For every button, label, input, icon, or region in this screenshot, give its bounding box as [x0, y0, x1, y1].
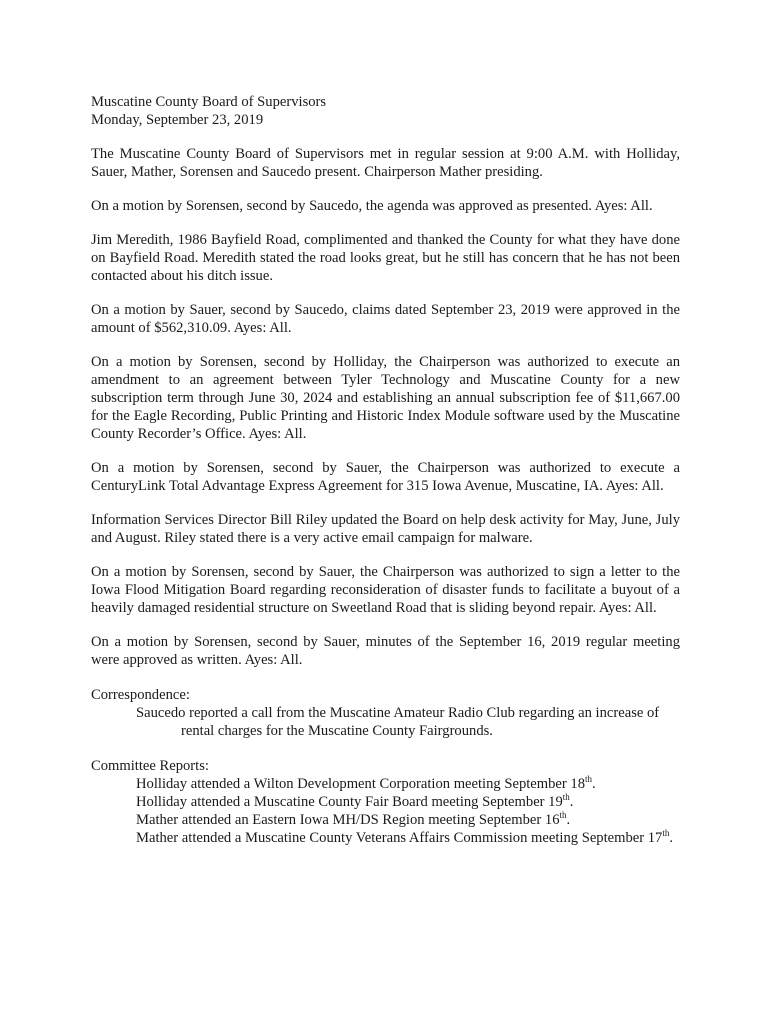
correspondence-title: Correspondence: [91, 687, 190, 703]
paragraph-public-comment: Jim Meredith, 1986 Bayfield Road, complimented and thanked the County for what they have done on Bayfield Road. Meredith stated the road looks great, but he still has concern that he has not been contacted about his ditch issue. [91, 232, 680, 284]
meeting-date: Monday, September 23, 2019 [91, 112, 264, 128]
committee-report-item: Holliday attended a Wilton Development Corporation meeting September 18th. [136, 774, 596, 792]
paragraph-minutes-approval: On a motion by Sorensen, second by Sauer, minutes of the September 16, 2019 regular meeting were approved as written. Ayes: All. [91, 634, 680, 668]
paragraph-flood-mitigation: On a motion by Sorensen, second by Sauer, the Chairperson was authorized to sign a letter to the Iowa Flood Mitigation Board regarding reconsideration of disaster funds to facilitate a buyout of a heavily damaged residential structure on Sweetland Road that is sliding beyond repair. Ayes: All. [91, 564, 680, 616]
paragraph-agenda-approval: On a motion by Sorensen, second by Saucedo, the agenda was approved as presented. Ayes: All. [91, 198, 653, 214]
committee-reports-section [91, 757, 680, 847]
paragraph-attendance: The Muscatine County Board of Supervisors met in regular session at 9:00 A.M. with Holliday, Sauer, Mather, Sorensen and Saucedo present. Chairperson Mather presiding. [91, 146, 680, 180]
correspondence-item: Saucedo reported a call from the Muscatine Amateur Radio Club regarding an increase of rental charges for the Muscatine County Fairgrounds. [136, 705, 660, 739]
paragraph-information-services: Information Services Director Bill Riley updated the Board on help desk activity for May, June, July and August. Riley stated there is a very active email campaign for malware. [91, 512, 680, 546]
paragraph-centurylink: On a motion by Sorensen, second by Sauer, the Chairperson was authorized to execute a CenturyLink Total Advantage Express Agreement for 315 Iowa Avenue, Muscatine, IA. Ayes: All. [91, 460, 680, 494]
committee-report-item: Holliday attended a Muscatine County Fair Board meeting September 19th. [136, 792, 574, 810]
committee-report-item: Mather attended a Muscatine County Veterans Affairs Commission meeting September 17th. [136, 828, 674, 846]
organization-name: Muscatine County Board of Supervisors [91, 94, 327, 110]
committee-reports-title: Committee Reports: [91, 758, 209, 774]
paragraph-tyler-technology: On a motion by Sorensen, second by Holliday, the Chairperson was authorized to execute an amendment to an agreement between Tyler Technology and Muscatine County for a new subscription term through June 30, 2024 and establishing an annual subscription fee of $11,667.00 for the Eagle Recording, Public Printing and Historic Index Module software used by the Muscatine County Recorder’s Office. Ayes: All. [91, 354, 680, 442]
minutes-document [91, 93, 680, 847]
correspondence-section [91, 686, 680, 740]
committee-report-item: Mather attended an Eastern Iowa MH/DS Region meeting September 16th. [136, 810, 571, 828]
paragraph-claims-approval: On a motion by Sauer, second by Saucedo, claims dated September 23, 2019 were approved in the amount of $562,310.09. Ayes: All. [91, 302, 680, 336]
